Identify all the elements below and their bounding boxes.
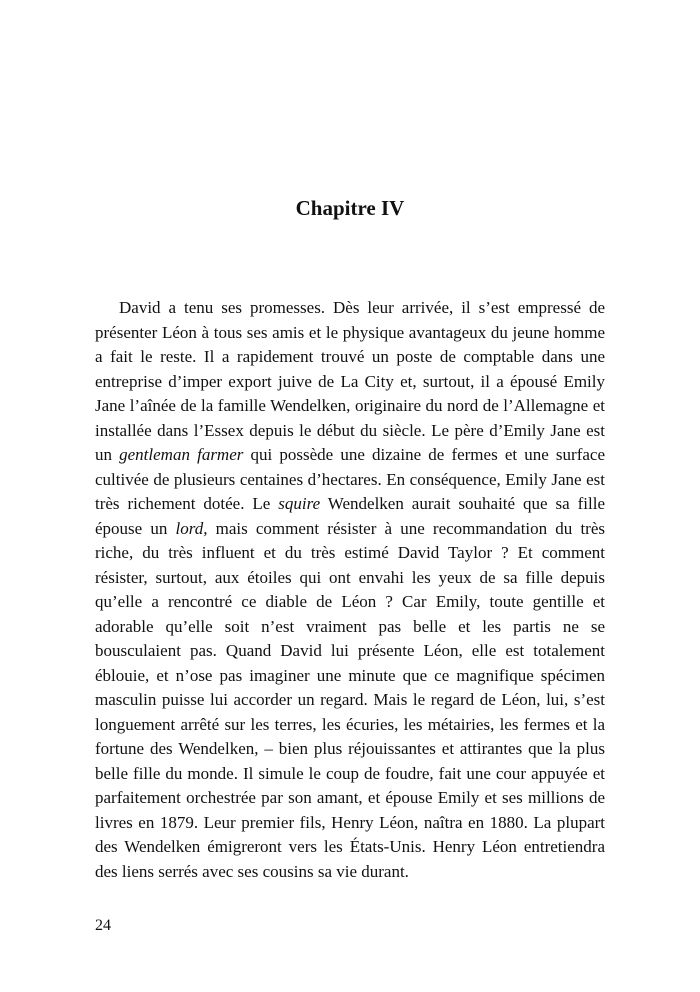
italic-term-squire: squire (278, 494, 321, 513)
text-segment: qui possède une dizaine de fermes et une surface cultivée de plusieurs centaines d’hectares. En conséquence, Emily Jane est très richement dotée. Le (95, 445, 605, 513)
chapter-title: Chapitre IV (295, 196, 405, 220)
page-number: 24 (95, 917, 111, 934)
text-segment: David a tenu ses promesses. Dès leur arrivée, il s’est empressé de présenter Léon à tous ses amis et le physique avantageux du jeune homme a fait le reste. Il a rapidement trouvé un poste de comptable dans une entreprise d’imper export juive de La City et, surtout, il a épousé Emily Jane l’aînée de la famille Wendelken, originaire du nord de l’Allemagne et installée dans l’Essex depuis le début du siècle. Le père d’Emily Jane est un (95, 298, 605, 464)
italic-term-gentleman-farmer: gentleman farmer (119, 445, 244, 464)
text-segment: Wendelken aurait souhaité que sa fille épouse un (95, 494, 605, 538)
text-segment: mais comment résister à une recommandation du très riche, du très influent et du très estimé David Taylor ? Et comment résister, surtout, aux étoiles qui ont envahi les yeux de sa fille depuis qu’elle a rencontré ce diable de Léon ? Car Emily, toute gentille et adorable qu’elle soit n’est vraiment pas belle et les partis ne se bousculaient pas. Quand David lui présente Léon, elle est totalement éblouie, et n’ose pas imaginer une minute que ce magnifique spécimen masculin puisse lui accorder un regard. Mais le regard de Léon, lui, s’est longuement arrêté sur les terres, les écuries, les métairies, les fermes et la fortune des Wendelken, – bien plus réjouissantes et attirantes que la plus belle fille du monde. Il simule le coup de foudre, fait une cour appuyée et parfaitement orchestrée par son amant, et épouse Emily et ses millions de livres en 1879. Leur premier fils, Henry Léon, naîtra en 1880. La plupart des Wendelken émigreront vers les États-Unis. Henry Léon entretiendra des liens serrés avec ses cousins sa vie durant. (95, 518, 605, 881)
italic-term-lord: lord, (175, 518, 208, 538)
body-paragraph (95, 296, 605, 884)
